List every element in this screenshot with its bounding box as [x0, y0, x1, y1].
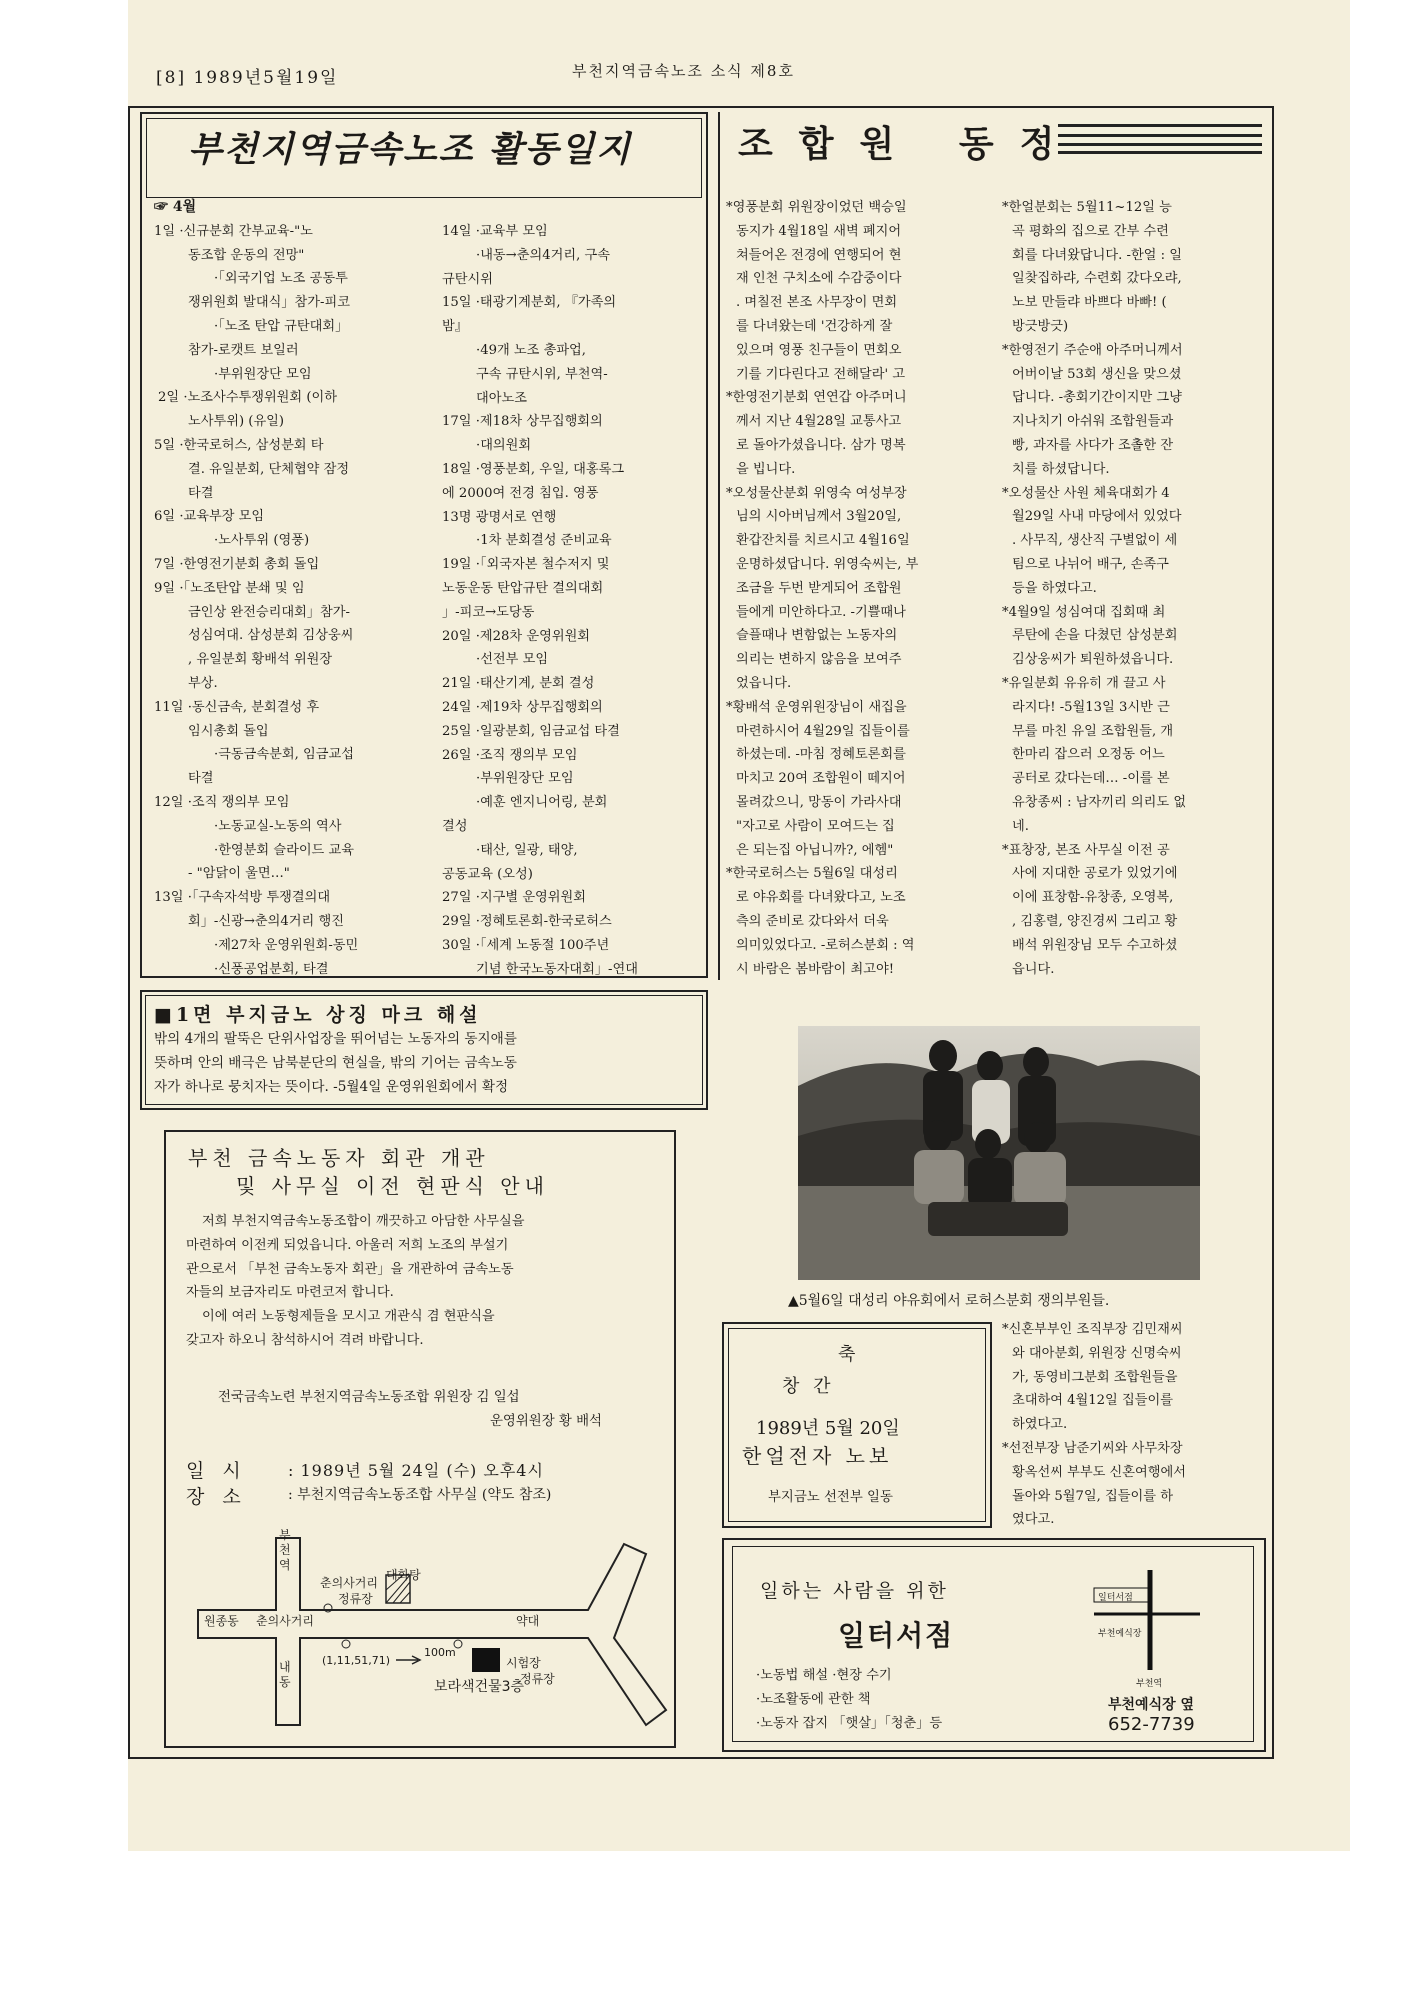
- map-label-distance: 100m: [424, 1646, 456, 1659]
- member-news-line: 의리는 변하지 않음을 보여주: [736, 652, 902, 668]
- activity-line: 기념 한국노동자대회」-연대: [476, 961, 638, 977]
- member-news-line: 라지다! -5월13일 3시반 근: [1012, 699, 1170, 715]
- member-news-line: 운명하셨답니다. 위영숙씨는, 부: [736, 556, 919, 572]
- member-news-title-rules: [1058, 124, 1262, 154]
- member-news-line: 어버이날 53회 생신을 맞으셨: [1012, 366, 1182, 382]
- activity-line: , 유일분회 황배석 위원장: [188, 652, 333, 668]
- activity-line: 6일 ·교육부장 모임: [154, 509, 265, 525]
- group-photo: [798, 1026, 1200, 1280]
- member-news-line: *오성물산 사원 체육대회가 4: [1002, 485, 1170, 501]
- ad-item: ·노동자 잡지 「햇살」「청춘」등: [756, 1715, 943, 1731]
- activity-line: 11일 ·동신금속, 분회결성 후: [154, 699, 320, 715]
- map-label-yakdae: 약대: [516, 1614, 540, 1628]
- member-news-line: *선전부장 남준기씨와 사무차장: [1002, 1440, 1183, 1456]
- activity-line: 노동운동 탄압규탄 결의대회: [442, 580, 604, 596]
- member-news-line: 슬플때나 변함없는 노동자의: [736, 628, 898, 644]
- activity-line: ·「외국기업 노조 공동투: [214, 271, 348, 287]
- ad-map-shop: 일터서점: [1098, 1593, 1133, 1603]
- ad-item: ·노조활동에 관한 책: [756, 1691, 871, 1707]
- member-news-line: *신혼부부인 조직부장 김민재씨: [1002, 1322, 1183, 1337]
- symbol-line: 밖의 4개의 팔뚝은 단위사업장을 뛰어넘는 노동자의 동지애를: [154, 1031, 517, 1047]
- member-news-line: 가, 동영비그분회 조합원들을: [1012, 1369, 1178, 1385]
- ad-map-station: 부천역: [1136, 1679, 1163, 1689]
- ad-tagline: 일하는 사람을 위한: [760, 1580, 949, 1602]
- member-news-line: . 며칠전 본조 사무장이 면회: [736, 295, 898, 311]
- activity-line: 25일 ·일광분회, 임금교섭 타결: [442, 723, 620, 739]
- member-news-line: 일찾집하랴, 수련회 갔다오랴,: [1012, 271, 1182, 287]
- member-news-line: 회를 다녀왔답니다. -한얼 : 일: [1012, 247, 1182, 263]
- activity-line: 13명 광명서로 연행: [442, 509, 557, 525]
- member-news-line: 은 되는집 아닙니까?, 에헴": [736, 842, 894, 858]
- activity-line: 타결: [188, 485, 214, 501]
- activity-line: ·49개 노조 총파업,: [476, 342, 586, 358]
- photo-caption: ▲5월6일 대성리 야유회에서 로허스분회 쟁의부원들.: [788, 1293, 1110, 1309]
- activity-line: 에 2000여 전경 침입. 영풍: [442, 485, 599, 501]
- map-label-daehwa: 대화탕: [386, 1568, 421, 1582]
- newspaper-page: [128, 0, 1350, 1851]
- map-label-chunui-stop: 춘의사거리: [320, 1576, 378, 1590]
- notice-line: 갖고자 하오니 참석하시어 격려 바랍니다.: [186, 1332, 424, 1348]
- member-news-line: 돌아와 5월7일, 집들이를 하: [1012, 1488, 1173, 1504]
- activity-line: 26일 ·조직 쟁의부 모임: [442, 747, 578, 763]
- congrats-line4: 한얼전자 노보: [742, 1444, 893, 1468]
- member-news-line: 쳐들어온 전경에 연행되어 현: [736, 247, 902, 263]
- member-news-line: 기를 기다린다고 전해달라' 고: [736, 366, 906, 382]
- member-news-line: 님의 시아버님께서 3월20일,: [736, 509, 902, 525]
- member-news-line: 이에 표창함-유창종, 오영복,: [1012, 890, 1174, 906]
- activity-line: ·부위원장단 모임: [214, 366, 312, 382]
- activity-line: 회」-신광→춘의4거리 행진: [188, 913, 344, 929]
- group-photo-image: [798, 1026, 1200, 1280]
- notice-date-label: 일 시: [186, 1460, 247, 1482]
- activity-line: 금인상 완전승리대회」참가-: [188, 604, 350, 620]
- activity-line: 27일 ·지구별 운영위원회: [442, 890, 587, 906]
- member-news-line: 등을 하였다고.: [1012, 580, 1097, 596]
- map-label-naedong: 내동: [279, 1660, 291, 1689]
- activity-line: 쟁위원회 발대식」참가-피코: [188, 295, 350, 311]
- map-label-bus: (1,11,51,71): [322, 1654, 391, 1667]
- member-news-left-column: [726, 196, 918, 981]
- notice-title-line2: 및 사무실 이전 현판식 안내: [236, 1174, 549, 1198]
- activity-line: 7일 ·한영전기분회 총회 돌입: [154, 556, 320, 572]
- activity-line: 19일 ·「외국자본 철수저지 및: [442, 557, 610, 573]
- activity-line: ·극동금속분회, 임금교섭: [214, 747, 354, 763]
- activity-line: 결성: [442, 818, 468, 834]
- congrats-line5: 부지금노 선전부 일동: [768, 1490, 893, 1505]
- member-news-line: 동지가 4월18일 새벽 폐지어: [736, 223, 902, 239]
- member-news-line: 한마리 잡으러 오정동 어느: [1012, 747, 1165, 763]
- location-map: [168, 1520, 673, 1745]
- activity-line: 17일 ·제18차 상무집행회의: [442, 414, 603, 430]
- ad-map-hall: 부천예식장: [1098, 1629, 1142, 1639]
- member-news-line: *황배석 운영위원장님이 새집을: [726, 699, 907, 715]
- member-news-line: 네.: [1012, 818, 1029, 834]
- ad-item: ·노동법 해설 ·현장 수기: [756, 1668, 892, 1683]
- member-news-line: 조금을 두번 받게되어 조합원: [736, 580, 902, 596]
- activity-line: 12일 ·조직 쟁의부 모임: [154, 794, 290, 810]
- activity-line: 규탄시위: [442, 271, 493, 287]
- member-news-line: 하였다고.: [1012, 1417, 1068, 1433]
- activity-line: 대아노조: [476, 390, 527, 406]
- map-label-wonjong: 원종동: [204, 1614, 239, 1628]
- member-news-line: 하셨는데. -마침 정혜토론회를: [736, 747, 906, 763]
- member-news-line: *한얼분회는 5월11~12일 능: [1002, 200, 1172, 215]
- member-news-line: 을 빕니다.: [736, 461, 796, 477]
- activity-line: ·대의원회: [476, 438, 532, 454]
- activity-line: ·노동교실-노동의 역사: [214, 818, 342, 834]
- notice-body: [186, 1210, 525, 1353]
- member-news-bottom-column: [1002, 1318, 1186, 1532]
- member-news-line: 공터로 갔다는데… -이를 본: [1012, 771, 1170, 787]
- notice-line: 자들의 보금자리도 마련코저 합니다.: [186, 1285, 394, 1301]
- member-news-line: 초대하여 4월12일 집들이를: [1012, 1393, 1173, 1409]
- member-news-line: 시 바람은 봄바람이 최고야!: [736, 961, 895, 977]
- map-label-market: 시험장: [506, 1656, 541, 1670]
- member-news-line: 읍니다.: [1012, 961, 1055, 977]
- member-news-line: *오성물산분회 위영숙 여성부장: [726, 485, 907, 501]
- member-news-line: 치를 하셨답니다.: [1012, 461, 1110, 477]
- activity-line: ·내동→춘의4거리, 구속: [476, 247, 610, 263]
- member-news-line: 황옥선씨 부부도 신혼여행에서: [1012, 1464, 1186, 1480]
- activity-line: 18일 ·영풍분회, 우일, 대홍록그: [442, 461, 625, 477]
- member-news-line: 무를 마친 유일 조합원들, 개: [1012, 723, 1174, 739]
- activity-line: ·노사투위 (영풍): [214, 533, 310, 549]
- member-news-line: 환갑잔치를 치르시고 4월16일: [736, 533, 910, 549]
- member-news-line: . 사무직, 생산직 구별없이 세: [1012, 533, 1178, 549]
- activity-line: 14일 ·교육부 모임: [442, 224, 548, 239]
- activity-line: 15일 ·태광기계분회, 『가족의: [442, 295, 617, 311]
- member-news-title: 조합원 동정: [738, 124, 1081, 165]
- member-news-line: 와 대아분회, 위원장 신명숙씨: [1012, 1345, 1182, 1361]
- notice-line: 관으로서 「부천 금속노동자 회관」을 개관하여 금속노동: [186, 1261, 514, 1277]
- notice-line: 저희 부천지역금속노동조합이 깨끗하고 아담한 사무실을: [202, 1214, 525, 1229]
- activity-line: 부상.: [188, 675, 218, 691]
- activity-line: 」-피코→도당동: [442, 604, 535, 620]
- congrats-line1: 축: [838, 1344, 856, 1365]
- activity-title: 부천지역금속노조 활동일지: [188, 130, 632, 170]
- activity-line: ·예훈 엔지니어링, 분회: [476, 795, 608, 811]
- map-label-bucheon-station: 부천역: [279, 1528, 291, 1572]
- activity-left-column: [154, 196, 358, 981]
- member-news-line: 마련하시어 4월29일 집들이를: [736, 723, 910, 739]
- member-news-line: 를 다녀왔는데 '건강하게 잘: [736, 318, 893, 334]
- activity-line: 13일 ·「구속자석방 투쟁결의대: [154, 890, 331, 906]
- member-news-line: 마치고 20여 조합원이 떼지어: [736, 771, 906, 787]
- activity-line: ☞ 4월: [154, 199, 197, 215]
- member-news-line: 있으며 영풍 친구들이 면회오: [736, 342, 902, 358]
- activity-line: 29일 ·정혜토론회-한국로허스: [442, 914, 612, 930]
- member-news-line: "자고로 사람이 모여드는 집: [736, 818, 895, 834]
- activity-line: ·「노조 탄압 규탄대회」: [214, 318, 349, 334]
- member-news-line: 지나치기 아쉬워 조합원들과: [1012, 414, 1174, 430]
- member-news-line: *표창장, 본조 사무실 이전 공: [1002, 842, 1170, 858]
- activity-line: - "암닭이 울면…": [188, 866, 290, 882]
- activity-line: 2일 ·노조사수투쟁위원회 (이하: [158, 390, 337, 406]
- member-news-line: 였다고.: [1012, 1512, 1055, 1528]
- ad-shop-name: 일터서점: [838, 1619, 955, 1652]
- member-news-line: *한국로허스는 5월6일 대성리: [726, 866, 898, 882]
- member-news-line: *영풍분회 위원장이었던 백승일: [726, 200, 907, 215]
- symbol-line: 자가 하나로 뭉치자는 뜻이다. -5월4일 운영위원회에서 확정: [154, 1078, 509, 1095]
- activity-line: 타결: [188, 771, 214, 787]
- member-news-line: 재 인천 구치소에 수감중이다: [736, 271, 902, 287]
- member-news-line: *한영전기 주순애 아주머니께서: [1002, 342, 1183, 358]
- activity-line: 임시총회 돌입: [188, 723, 269, 739]
- map-label-stop: 정류장: [338, 1592, 373, 1606]
- member-news-line: 몰려갔으니, 망동이 가라사대: [736, 794, 902, 810]
- notice-line: 이에 여러 노동형제들을 모시고 개관식 겸 현판식을: [202, 1309, 495, 1325]
- symbol-body: [154, 1028, 517, 1099]
- activity-line: ·제27차 운영위원회-동민: [214, 937, 359, 953]
- member-news-line: *유일분회 유유히 개 끌고 사: [1002, 675, 1166, 691]
- activity-line: ·부위원장단 모임: [476, 771, 574, 787]
- activity-line: 구속 규탄시위, 부천역-: [476, 366, 608, 382]
- activity-line: 21일 ·태산기계, 분회 결성: [442, 676, 595, 692]
- member-news-line: *4월9일 성심여대 집회때 최: [1002, 604, 1166, 620]
- member-news-right-column: [1002, 196, 1186, 981]
- activity-line: ·태산, 일광, 태양,: [476, 842, 578, 858]
- activity-line: 노사투위) (유일): [188, 414, 285, 430]
- member-news-line: 들에게 미안하다고. -기쁠때나: [736, 604, 906, 620]
- member-news-line: 곡 평화의 집으로 간부 수련: [1012, 223, 1169, 239]
- congrats-line2: 창 간: [782, 1376, 835, 1397]
- member-news-line: 로 돌아가셨읍니다. 삼가 명복: [736, 437, 906, 453]
- activity-line: 1일 ·신규분회 간부교육-"노: [154, 223, 313, 239]
- activity-line: ·신풍공업분회, 타결: [214, 961, 329, 977]
- member-news-line: 방긋방긋): [1012, 318, 1069, 334]
- member-news-line: 김상웅씨가 퇴원하셨읍니다.: [1012, 652, 1174, 668]
- member-news-line: 께서 지난 4월28일 교통사고: [736, 414, 902, 430]
- activity-line: 20일 ·제28차 운영위원회: [442, 628, 591, 644]
- activity-line: 9일 ·「노조탄압 분쇄 및 임: [154, 580, 305, 596]
- activity-line: ·한영분회 슬라이드 교육: [214, 842, 354, 858]
- activity-line: 밤』: [442, 319, 468, 335]
- activity-line: 24일 ·제19차 상무집행회의: [442, 699, 603, 715]
- page-number-date: [8] 1989년5월19일: [156, 68, 339, 88]
- ad-items: [756, 1664, 942, 1735]
- member-news-line: 팀으로 나뉘어 배구, 손족구: [1012, 556, 1169, 572]
- activity-right-column: [442, 220, 638, 982]
- member-news-line: 의미있었다고. -로허스분회 : 역: [736, 937, 915, 953]
- congrats-line3: 1989년 5월 20일: [756, 1418, 900, 1439]
- activity-line: 공동교육 (오성): [442, 866, 533, 882]
- ad-address: 부천예식장 옆: [1108, 1697, 1195, 1713]
- activity-line: 5일 ·한국로허스, 삼성분회 타: [154, 437, 324, 453]
- notice-signature-1: 전국금속노련 부천지역금속노동조합 위원장 김 일섭: [218, 1390, 520, 1405]
- member-news-line: *한영전기분회 연연갑 아주머니: [726, 390, 907, 406]
- notice-place-label: 장 소: [186, 1486, 247, 1508]
- notice-date-value: : 1989년 5월 24일 (수) 오후4시: [288, 1461, 544, 1480]
- notice-title-line1: 부천 금속노동자 회관 개관: [188, 1146, 490, 1170]
- member-news-line: 었읍니다.: [736, 675, 792, 691]
- notice-signature-2: 운영위원장 황 배석: [490, 1414, 602, 1429]
- activity-line: 성심여대. 삼성분회 김상웅씨: [188, 628, 354, 644]
- member-news-line: 측의 준비로 갔다와서 더욱: [736, 913, 889, 929]
- map-label-building: 보라색건물3층: [434, 1679, 525, 1695]
- member-news-line: 월29일 사내 마당에서 있었다: [1012, 509, 1182, 525]
- activity-line: ·선전부 모임: [476, 652, 549, 668]
- member-news-line: 로 야유회를 다녀왔다고, 노조: [736, 890, 906, 906]
- member-news-line: , 김홍렬, 양진경씨 그리고 황: [1012, 913, 1178, 929]
- map-label-chunui-cross: 춘의사거리: [256, 1614, 314, 1628]
- member-news-line: 유창종씨 : 남자끼리 의리도 없: [1012, 794, 1187, 810]
- member-news-line: 답니다. -총회기간이지만 그냥: [1012, 390, 1182, 406]
- member-news-line: 배석 위원장님 모두 수고하셨: [1012, 937, 1178, 953]
- activity-line: 30일 ·「세계 노동절 100주년: [442, 937, 610, 953]
- map-label-market-stop: 정류장: [520, 1672, 555, 1686]
- member-news-line: 노보 만들랴 바쁘다 바빠! (: [1012, 295, 1167, 311]
- notice-place-value: : 부천지역금속노동조합 사무실 (약도 참조): [288, 1487, 552, 1503]
- symbol-line: 뜻하며 안의 배극은 남북분단의 현실을, 밖의 기어는 금속노동: [154, 1054, 517, 1071]
- member-news-line: 루탄에 손을 다쳤던 삼성분회: [1012, 628, 1178, 644]
- notice-line: 마련하여 이전케 되었읍니다. 아울러 저희 노조의 부설기: [186, 1237, 509, 1253]
- activity-line: 결. 유일분회, 단체협약 잠정: [188, 461, 350, 477]
- newspaper-title: 부천지역금속노조 소식 제8호: [572, 62, 795, 80]
- activity-line: 참가-로캣트 보일러: [188, 342, 299, 358]
- ad-phone: 652-7739: [1108, 1714, 1195, 1735]
- symbol-title: ■1면 부지금노 상징 마크 해설: [154, 1004, 482, 1026]
- activity-line: 동조합 운동의 전망": [188, 247, 305, 263]
- member-news-line: 빵, 과자를 사다가 조촐한 잔: [1012, 437, 1174, 453]
- member-news-line: 사에 지대한 공로가 있었기에: [1012, 866, 1178, 882]
- activity-line: ·1차 분회결성 준비교육: [476, 533, 612, 549]
